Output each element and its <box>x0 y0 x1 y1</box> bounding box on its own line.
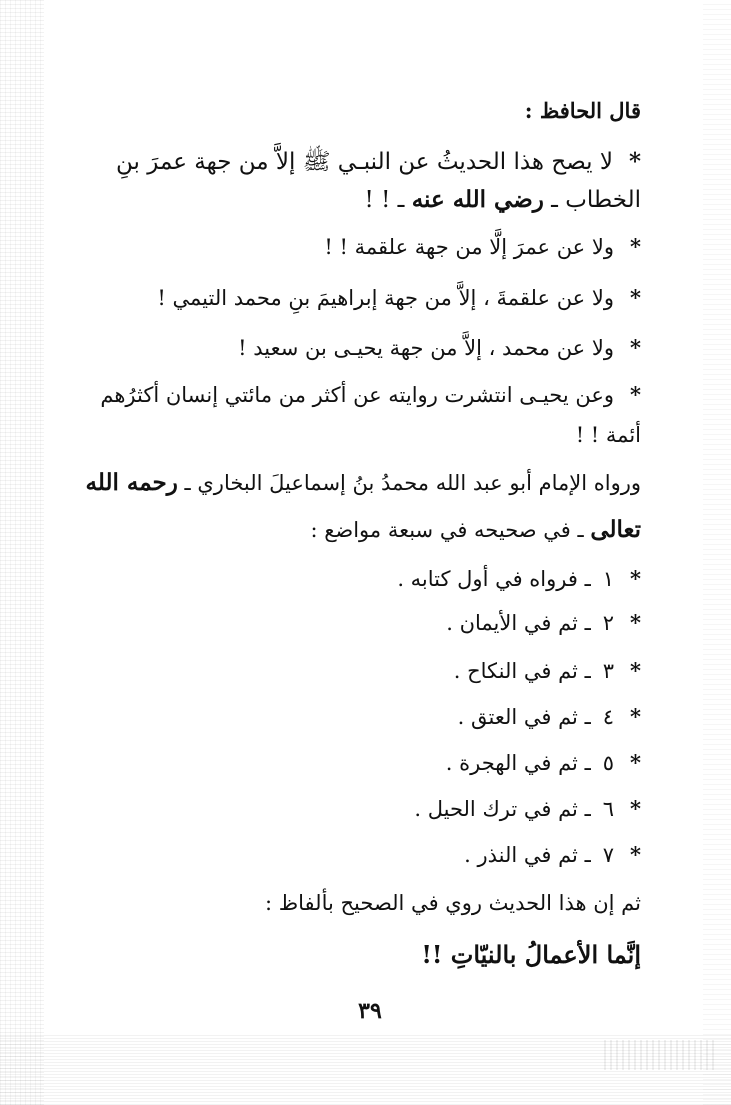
numbered-item: *٦ـ ثم في ترك الحيل . <box>414 796 641 821</box>
star-bullet: * <box>630 566 641 591</box>
honorific-calligraphy: رحمه الله <box>85 469 178 496</box>
star-bullet: * <box>630 796 641 821</box>
star-bullet: * <box>628 148 641 175</box>
numbered-item: *٣ـ ثم في النكاح . <box>453 658 641 683</box>
page-number: ٣٩ <box>358 998 382 1024</box>
paragraph-line: *لا يصح هذا الحديثُ عن النبـي ﷺ إلاَّ من جهة عمرَ بنِ <box>116 148 641 175</box>
numbered-item: *١ـ فرواه في أول كتابه . <box>397 566 641 591</box>
star-bullet: * <box>630 842 641 867</box>
list-item: *ولا عن عمرَ إلَّا من جهة علقمة ! ! <box>324 234 641 259</box>
item-number: ٥ <box>602 751 615 775</box>
hadith-quote: إنَّما الأعمالُ بالنيّاتِ !! <box>421 940 641 969</box>
honorific-calligraphy: رضي الله عنه <box>411 186 544 213</box>
scan-edge-right <box>703 0 731 1105</box>
honorific-calligraphy: تعالى <box>590 516 641 543</box>
paragraph-line: ورواه الإمام أبو عبد الله محمدُ بنُ إسماعيلَ البخاري ـ رحمه الله <box>85 469 641 496</box>
item-number: ٢ <box>602 611 615 635</box>
star-bullet: * <box>630 234 641 259</box>
numbered-item: *٧ـ ثم في النذر . <box>464 842 641 867</box>
star-bullet: * <box>630 285 641 310</box>
paragraph-line: ثم إن هذا الحديث روي في الصحيح بألفاظ : <box>264 891 641 915</box>
item-number: ٤ <box>602 705 615 729</box>
list-item: *ولا عن علقمةَ ، إلاَّ من جهة إبراهيمَ بنِ محمد التيمي ! <box>157 285 641 310</box>
star-bullet: * <box>630 610 641 635</box>
paragraph-line: أئمة ! ! <box>575 423 641 447</box>
section-heading: قال الحافظ : <box>524 98 641 123</box>
item-number: ٦ <box>602 797 615 821</box>
numbered-item: *٤ـ ثم في العتق . <box>457 704 641 729</box>
numbered-item: *٢ـ ثم في الأيمان . <box>446 610 641 635</box>
item-number: ١ <box>602 567 615 591</box>
scan-bleed-mark <box>604 1040 714 1070</box>
star-bullet: * <box>630 335 641 360</box>
paragraph-line: *وعن يحيـى انتشرت روايته عن أكثر من مائتي إنسان أكثرُهم <box>100 382 641 407</box>
paragraph-line: تعالى ـ في صحيحه في سبعة مواضع : <box>310 516 641 543</box>
item-number: ٣ <box>602 659 615 683</box>
star-bullet: * <box>630 658 641 683</box>
paragraph-line: الخطاب ـ رضي الله عنه ـ ! ! <box>364 186 641 213</box>
scan-edge-left <box>0 0 44 1105</box>
star-bullet: * <box>630 704 641 729</box>
numbered-item: *٥ـ ثم في الهجرة . <box>445 750 641 775</box>
star-bullet: * <box>630 750 641 775</box>
list-item: *ولا عن محمد ، إلاَّ من جهة يحيـى بن سعيد ! <box>238 335 641 360</box>
item-number: ٧ <box>602 843 615 867</box>
star-bullet: * <box>630 382 641 407</box>
